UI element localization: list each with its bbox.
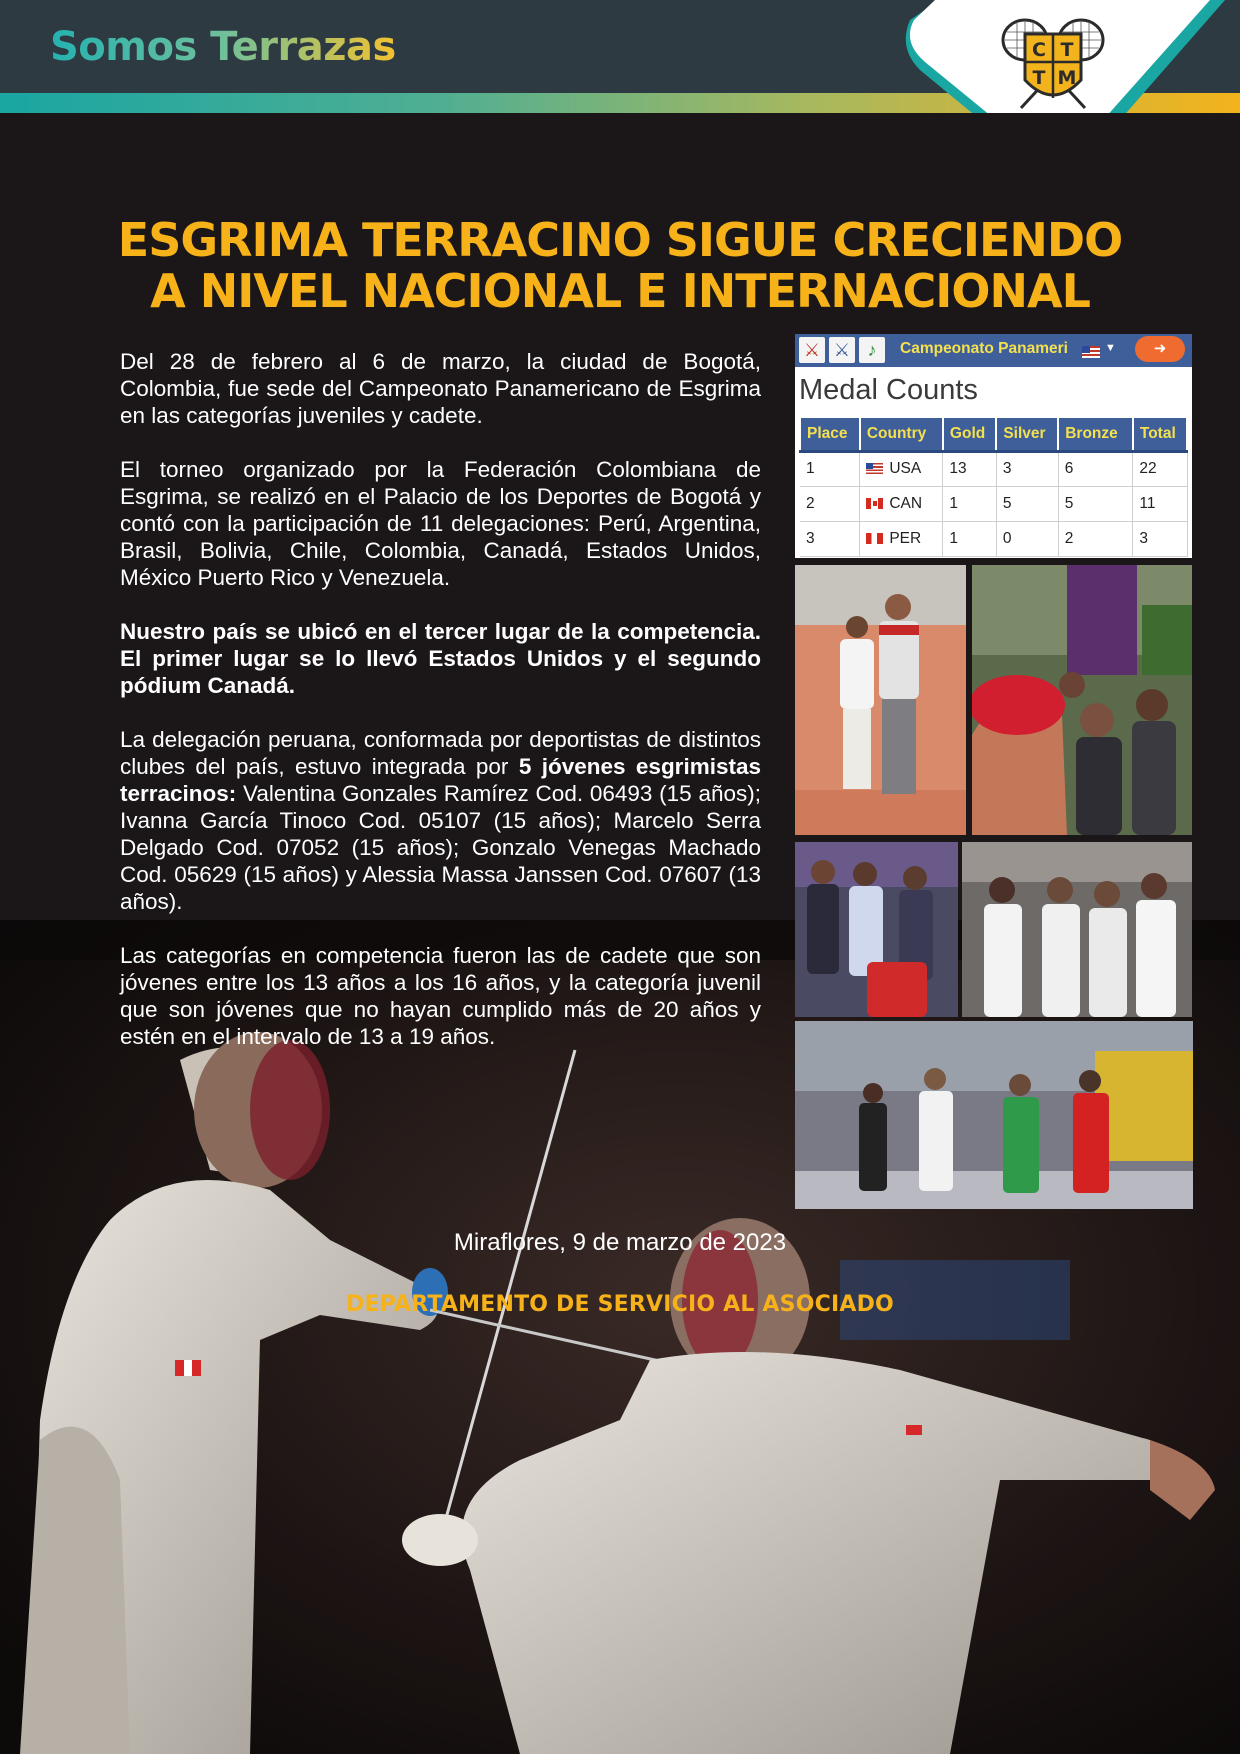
usa-flag-icon	[1082, 346, 1100, 358]
article-title-line-1: ESGRIMA TERRACINO SIGUE CRECIENDO	[117, 213, 1123, 267]
foil-icon: ⚔	[829, 337, 855, 363]
cell-bronze: 6	[1058, 451, 1133, 486]
col-total: Total	[1133, 417, 1187, 451]
cell-place: 1	[800, 451, 860, 486]
cell-bronze: 5	[1058, 486, 1133, 521]
col-country: Country	[860, 417, 943, 451]
cell-silver: 0	[996, 521, 1058, 556]
table-row	[800, 486, 1187, 521]
peru-flag-icon	[866, 533, 883, 544]
article-title-line-2: A NIVEL NACIONAL E INTERNACIONAL	[150, 264, 1090, 318]
place-and-date: Miraflores, 9 de marzo de 2023	[453, 1229, 787, 1256]
col-gold: Gold	[943, 417, 996, 451]
article-paragraph-2: El torneo organizado por la Federación Colombiana de Esgrima, se realizó en el Palacio de los Deportes de Bogotá y contó con la participación de 11 delegaciones: Perú, Argentina, Brasil, Bolivia, Chile, Colombia, Canadá, Estados Unidos, México Puerto Rico y Venezuela.	[120, 457, 761, 590]
department-signature: DEPARTAMENTO DE SERVICIO AL ASOCIADO	[346, 1292, 894, 1317]
logo-letter-t1: T	[1060, 39, 1074, 61]
login-icon: ➜	[1135, 336, 1185, 362]
medal-app-title: Campeonato Panameri	[900, 340, 1068, 357]
canada-flag-icon	[866, 498, 883, 509]
col-bronze: Bronze	[1058, 417, 1133, 451]
medal-counts-heading: Medal Counts	[799, 374, 978, 406]
chevron-down-icon: ▼	[1105, 342, 1116, 354]
crossed-racket-shield-icon	[997, 14, 1109, 114]
cell-total: 11	[1133, 486, 1187, 521]
cell-country-name: PER	[889, 529, 922, 547]
epee-icon: ♪	[859, 337, 885, 363]
cell-silver: 3	[996, 451, 1058, 486]
brand-title: Somos Terrazas	[50, 24, 396, 70]
cell-total: 22	[1133, 451, 1187, 486]
cell-country	[860, 521, 943, 556]
medal-table	[799, 416, 1188, 557]
medal-table-header-row	[800, 417, 1187, 451]
cell-silver: 5	[996, 486, 1058, 521]
sabre-icon: ⚔	[799, 337, 825, 363]
photo-group-selfie	[972, 565, 1192, 835]
usa-flag-icon	[866, 463, 883, 474]
article-paragraph-4-intro: La delegación peruana, conformada por deportistas de distintos clubes del país, estuvo integrada por	[120, 727, 761, 779]
logo-letter-c: C	[1032, 39, 1046, 61]
article-paragraph-5: Las categorías en competencia fueron las de cadete que son jóvenes entre los 13 años a los 16 años, y la categoría juvenil que son jóvenes que no hayan cumplido más de 20 años y estén en el intervalo de 13 a 19 años.	[120, 943, 761, 1049]
article-paragraph-4-bold: 5 jóvenes esgrimistas terracinos:	[120, 754, 761, 806]
article-paragraph-4	[120, 726, 761, 915]
article-body	[120, 348, 761, 1077]
article-paragraph-3-highlight	[120, 618, 761, 699]
cell-place: 3	[800, 521, 860, 556]
cell-total: 3	[1133, 521, 1187, 556]
col-silver: Silver	[996, 417, 1058, 451]
col-place: Place	[800, 417, 860, 451]
cell-country-name: CAN	[889, 494, 923, 512]
photo-fencers-team	[962, 842, 1192, 1017]
cell-country	[860, 451, 943, 486]
article-paragraph-1: Del 28 de febrero al 6 de marzo, la ciudad de Bogotá, Colombia, fue sede del Campeonato Panamericano de Esgrima en las categorías juveniles y cadete.	[120, 349, 761, 428]
cell-bronze: 2	[1058, 521, 1133, 556]
table-row	[800, 521, 1187, 556]
cell-gold: 1	[943, 486, 996, 521]
logo-letter-t2: T	[1032, 67, 1046, 89]
article-title	[60, 215, 1180, 317]
logo-letter-m: M	[1057, 67, 1077, 89]
table-row	[800, 451, 1187, 486]
cell-country	[860, 486, 943, 521]
photo-team-travel	[795, 842, 958, 1017]
cell-place: 2	[800, 486, 860, 521]
medal-counts-panel	[795, 334, 1192, 558]
photo-podium-ceremony	[795, 1021, 1193, 1209]
medal-app-toolbar	[795, 334, 1192, 367]
photo-athlete-with-coach	[795, 565, 966, 835]
cell-country-name: USA	[889, 460, 922, 477]
cell-gold: 13	[943, 451, 996, 486]
article-paragraph-4-rest: Valentina Gonzales Ramírez Cod. 06493 (15 años); Ivanna García Tinoco Cod. 05107 (15 años); Marcelo Serra Delgado Cod. 07052 (15 años); Gonzalo Venegas Machado Cod. 05629 (15 años) y Alessia Massa Janssen Cod. 07607 (13 años).	[120, 781, 761, 914]
cell-gold: 1	[943, 521, 996, 556]
article-paragraph-3-bold: Nuestro país se ubicó en el tercer lugar de la competencia. El primer lugar se lo llevó Estados Unidos y el segundo pódium Canadá.	[120, 619, 761, 698]
